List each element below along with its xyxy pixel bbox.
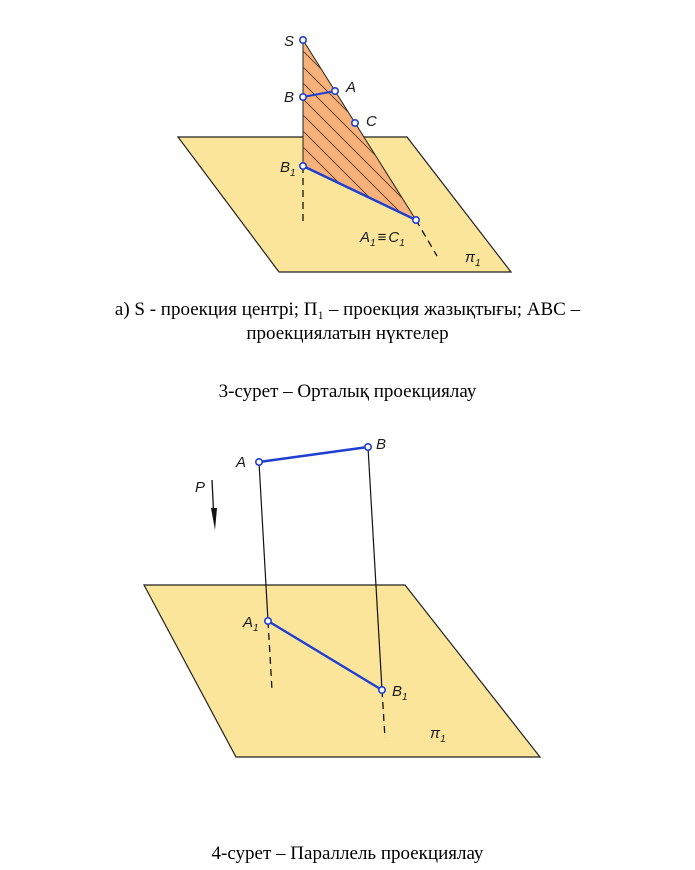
direction-arrow-P-head	[211, 508, 217, 530]
label-B1: $B_1$	[280, 159, 296, 179]
label-pi1: $\pi_1$	[465, 249, 481, 269]
label-pi1: $\pi_1$	[430, 725, 446, 745]
point-C	[352, 120, 358, 126]
point-B1	[300, 163, 306, 169]
point-A	[256, 459, 262, 465]
point-B	[365, 444, 371, 450]
projection-plane-pi1	[144, 585, 540, 757]
point-A1	[265, 618, 271, 624]
point-A	[332, 88, 338, 94]
label-S: S	[284, 33, 295, 50]
point-B1	[379, 687, 385, 693]
segment-AB	[259, 447, 368, 462]
figure-4-caption: 4-сурет – Параллель проекциялау	[211, 843, 484, 864]
figure-3-central-projection	[178, 0, 511, 348]
figure-4-parallel-projection	[144, 436, 540, 757]
label-B: B	[284, 89, 295, 106]
point-B	[300, 94, 306, 100]
point-A1-C1	[413, 217, 419, 223]
label-A: A	[236, 454, 247, 471]
figure-3-description	[0, 298, 695, 346]
label-C: C	[366, 113, 377, 130]
label-B1: $B_1$	[392, 683, 408, 703]
figure-3-description-line2: проекциялатын нүктелер	[246, 323, 449, 344]
label-A: A	[346, 79, 357, 96]
label-P: P	[195, 479, 206, 496]
point-S	[300, 37, 306, 43]
figure-3-description-line1: а) S - проекция центрі; П₁ – проекция жазықтығы; АВС –	[114, 299, 581, 320]
label-A1: $A_1$	[243, 614, 259, 634]
figure-3-caption: 3-сурет – Орталық проекциялау	[218, 381, 477, 402]
label-A1-equiv-C1: $A_1 \equiv C_1$	[360, 229, 405, 249]
label-B: B	[376, 436, 387, 453]
